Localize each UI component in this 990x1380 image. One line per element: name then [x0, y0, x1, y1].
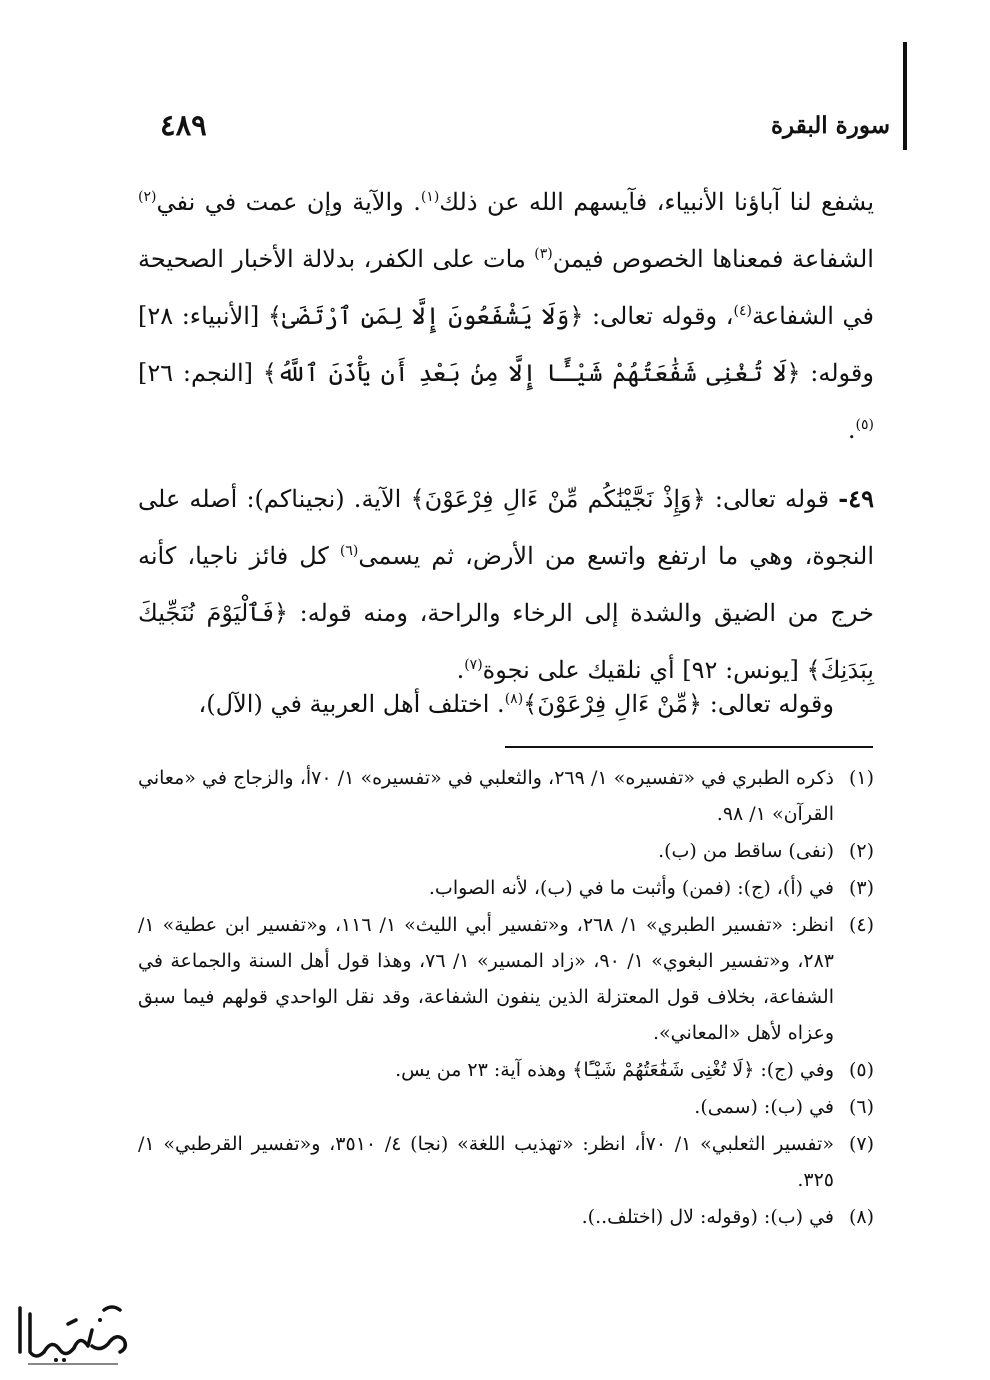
- footnote-text: في (ب): (وقوله: لال (اختلف..).: [581, 1206, 834, 1228]
- footnote-ref[interactable]: (٣): [534, 246, 553, 262]
- footnote-number: (٧): [848, 1133, 874, 1155]
- footnote-number: (٦): [848, 1096, 874, 1118]
- page-header: [160, 108, 890, 158]
- quran-verse: ﴿وَإِذْ نَجَّيْنَٰكُم مِّنْ ءَالِ فِرْعَوْنَ﴾: [410, 485, 706, 513]
- footnote-ref[interactable]: (٨): [504, 691, 524, 707]
- footnote-number: (٥): [848, 1059, 874, 1081]
- quran-verse: ﴿لَا تُغْنِى شَفَٰعَتُهُمْ شَيْـًٔا إِلَّا مِنۢ بَعْدِ أَن يَأْذَنَ ٱللَّهُ﴾: [262, 359, 801, 387]
- footnote-text: وفي (ج): ﴿لَا تُغْنِى شَفَٰعَتُهُمْ شَيْـًٔا﴾ وهذه آية: ٢٣ من يس.: [395, 1059, 834, 1081]
- footnote-ref[interactable]: (١): [420, 189, 440, 205]
- footnote-number: (٤): [848, 914, 874, 936]
- text-run: قوله تعالى:: [705, 485, 839, 513]
- text-run: [يونس: ٩٢] أي نلقيك على نجوة: [482, 656, 807, 684]
- footnote-ref[interactable]: (٥): [855, 417, 874, 433]
- footnote-separator: [505, 746, 873, 748]
- footnote-text: «تفسير الثعلبي» ١/ ٧٠أ، انظر: «تهذيب اللغة» (نجا) ٤/ ٣٥١٠، و«تفسير القرطبي» ١/ ٣٢٥.: [138, 1133, 834, 1191]
- footnote-item: [138, 870, 874, 906]
- footnote-item: [138, 1199, 874, 1235]
- footnote-text: (نفى) ساقط من (ب).: [658, 840, 834, 862]
- quran-verse: ﴿مِّنْ ءَالِ فِرْعَوْنَ﴾: [523, 690, 703, 718]
- footnote-number: (٨): [848, 1206, 874, 1228]
- footnote-item: [138, 907, 874, 1051]
- text-run: .: [847, 416, 856, 444]
- text-run: وقوله تعالى:: [702, 690, 834, 718]
- footnote-item: [138, 1126, 874, 1198]
- text-run: الشفاعة فمعناها الخصوص فيمن: [552, 245, 874, 273]
- page-number: ٤٨٩: [160, 108, 207, 142]
- footnotes: [138, 760, 874, 1236]
- footnote-ref[interactable]: (٧): [464, 657, 483, 673]
- text-run: .: [456, 656, 465, 684]
- text-run: كل فائز ناجيا، كأنه خرج من الضيق والشدة إلى الرخاء والراحة، ومنه قوله:: [138, 542, 874, 627]
- footnote-item: [138, 833, 874, 869]
- footnote-item: [138, 760, 874, 832]
- footnote-item: [138, 1089, 874, 1125]
- footnote-number: (١): [848, 767, 874, 789]
- publisher-logo: [8, 1290, 138, 1370]
- paragraph-1: [138, 174, 874, 459]
- footnote-text: انظر: «تفسير الطبري» ١/ ٢٦٨، و«تفسير أبي الليث» ١/ ١١٦، و«تفسير ابن عطية» ١/ ٢٨٣، و«تفسير البغوي» ١/ ٩٠، «زاد المسير» ١/ ٧٦، وهذا قول أهل السنة والجماعة في الشفاعة، بخلاف قول المعتزلة الذين ينفون الشفاعة، وقد نقل الواحدي قولهم فيما سبق وعزاه لأهل «المعاني».: [138, 914, 835, 1044]
- running-title: سورة البقرة: [770, 112, 890, 139]
- text-run: . اختلف أهل العربية في (الآل)،: [198, 690, 505, 718]
- footnote-number: (٣): [848, 877, 874, 899]
- quran-verse: ﴿وَلَا يَشْفَعُونَ إِلَّا لِمَنِ ٱرْتَضَىٰ﴾: [267, 302, 584, 330]
- footnote-text: في (أ)، (ج): (فمن) وأثبت ما في (ب)، لأنه الصواب.: [428, 877, 834, 899]
- footnote-text: في (ب): (سمى).: [694, 1096, 834, 1118]
- text-run: ، وقوله تعالى:: [583, 302, 734, 330]
- text-run: [الأنبياء: ٢٨] وقوله:: [138, 302, 874, 387]
- footnote-ref[interactable]: (٦): [339, 543, 359, 559]
- footnote-item: [138, 1052, 874, 1088]
- paragraph-3: [138, 676, 874, 733]
- verse-number: ٤٩-: [838, 484, 874, 513]
- text-run: [النجم: ٢٦]: [138, 359, 263, 387]
- footnote-text: ذكره الطبري في «تفسيره» ١/ ٢٦٩، والثعلبي في «تفسيره» ١/ ٧٠أ، والزجاج في «معاني القرآن» ١/ ٩٨.: [138, 767, 834, 825]
- text-run: الآية. (نجيناكم): أصله على النجوة، وهي ما ارتفع واتسع من الأرض، ثم يسمى: [138, 485, 874, 570]
- footnote-number: (٢): [848, 840, 874, 862]
- text-run: يشفع لنا آباؤنا الأنبياء، فآيسهم الله عن ذلك: [439, 188, 874, 216]
- quran-verse: ﴿فَٱلْيَوْمَ نُنَجِّيكَ بِبَدَنِكَ﴾: [138, 599, 874, 684]
- text-run: . والآية وإن عمت في نفي: [156, 188, 421, 216]
- footnote-ref[interactable]: (٤): [733, 303, 752, 319]
- text-run: مات على الكفر، بدلالة الأخبار الصحيحة في الشفاعة: [138, 245, 875, 330]
- paragraph-2: [138, 470, 874, 699]
- page-edge-rule: [903, 42, 907, 150]
- footnote-ref[interactable]: (٢): [138, 189, 157, 205]
